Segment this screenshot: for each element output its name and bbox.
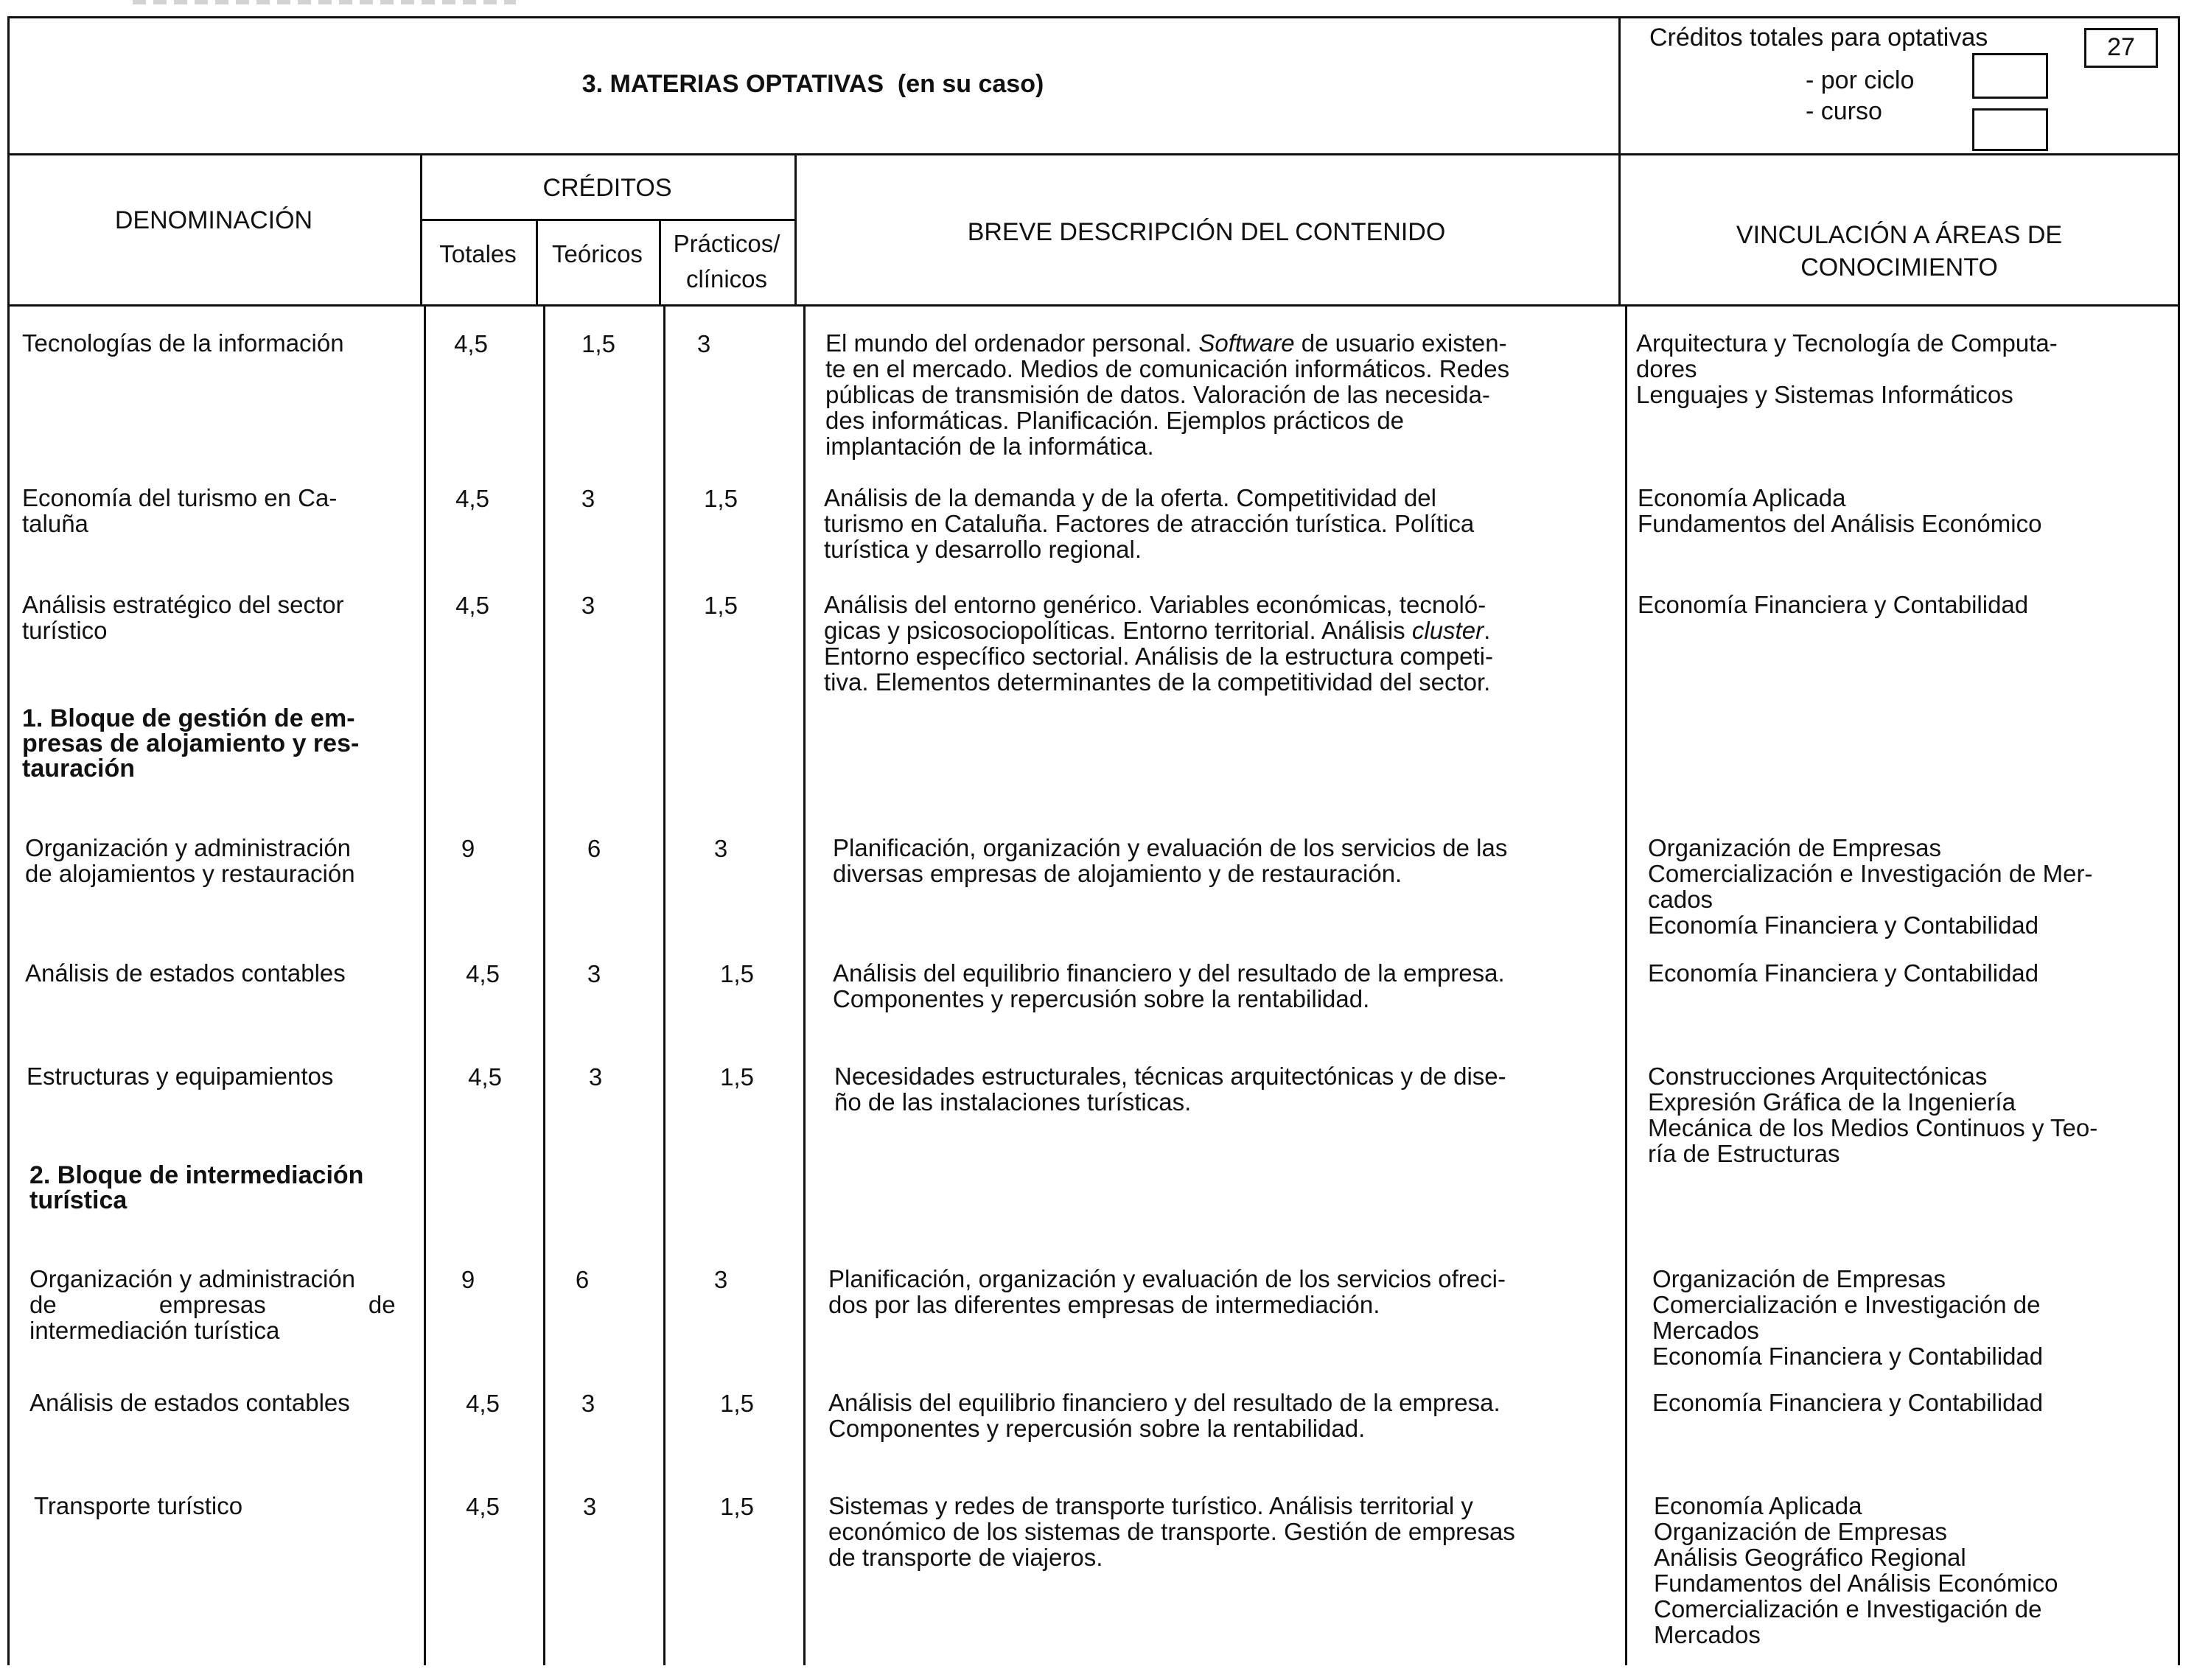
row-name: Organización y administración de alojamientos y restauración [25,834,355,887]
row-areas: Economía Aplicada Fundamentos del Análisis Económico [1638,484,2042,537]
row-areas: Economía Financiera y Contabilidad [1638,591,2029,618]
row-areas: Economía Aplicada Organización de Empresas Análisis Geográfico Regional Fundamentos del Análisis Económico Comercialización e Investigación de Mercados [1654,1492,2058,1648]
row-totals: 4,5 [454,330,488,357]
row-areas: Economía Financiera y Contabilidad [1648,959,2039,987]
row-totals: 4,5 [468,1063,502,1091]
credits-total-label: Créditos totales para optativas [1649,24,1988,52]
row-practice: 1,5 [720,960,754,987]
credits-subheader-divider [420,219,794,221]
col-header-practice-2: clínicos [685,265,768,293]
credits-course-value [1972,108,2048,151]
section-title: 3. MATERIAS OPTATIVAS (en su caso) [581,70,1044,98]
name-col-divider-body [424,304,426,1665]
credits-col-divider-body [803,304,806,1665]
desc-col-divider-body [1625,304,1627,1665]
block-heading: 1. Bloque de gestión de em- presas de alojamiento y res- tauración [22,704,360,783]
row-practice: 3 [696,330,711,357]
row-totals: 4,5 [455,485,489,512]
row-description: Análisis del equilibrio financiero y del resultado de la empresa. Componentes y repercusión sobre la rentabilidad. [833,959,1505,1012]
row-totals: 9 [461,1266,475,1293]
row-theory: 3 [582,1493,597,1520]
italic-term: Software [1198,329,1295,357]
credits-total-value: 27 [2084,28,2158,68]
row-name: Estructuras y equipamientos [27,1063,334,1090]
row-name: Análisis de estados contables [29,1389,350,1416]
row-practice: 1,5 [704,592,738,619]
row-description: El mundo del ordenador personal. Software de usuario existen- te en el mercado. Medios de comunicación informáticos. Redes públicas de transmisión de datos. Valoración de las necesida- des informáticas. Planificación. Ejemplos prácticos de implantación de la informática. [825,329,1510,460]
row-theory: 3 [581,1390,595,1417]
col-header-credits: CRÉDITOS [542,174,672,202]
row-areas: Arquitectura y Tecnología de Computa- dores Lenguajes y Sistemas Informáticos [1636,329,2058,408]
row-name-justified: de empresas de [29,1291,396,1318]
row-name: Transporte turístico [34,1492,243,1519]
row-practice: 3 [713,1266,728,1293]
col-header-description: BREVE DESCRIPCIÓN DEL CONTENIDO [967,218,1446,246]
row-description: Sistemas y redes de transporte turístico. Análisis territorial y económico de los sistemas de transporte. Gestión de empresas de transporte de viajeros. [828,1492,1515,1571]
row-description: Análisis del equilibrio financiero y del resultado de la empresa. Componentes y repercusión sobre la rentabilidad. [828,1389,1500,1442]
row-areas: Construcciones Arquitectónicas Expresión Gráfica de la Ingeniería Mecánica de los Medios Continuos y Teo- ría de Estructuras [1648,1063,2098,1167]
row-description: Planificación, organización y evaluación de los servicios de las diversas empresas de alojamiento y de restauración. [833,834,1508,887]
credits-course-label: - curso [1806,97,1882,125]
row-areas: Economía Financiera y Contabilidad [1652,1389,2044,1416]
row-name: Organización y administración de empresas de intermediación turística [29,1265,396,1344]
row-theory: 6 [575,1266,590,1293]
title-right-divider [1618,16,1621,153]
practice-col-divider-body [663,304,665,1665]
row-totals: 4,5 [466,1390,500,1417]
row-theory: 6 [587,835,601,862]
row-theory: 3 [588,1063,603,1091]
col-header-totals: Totales [439,240,517,267]
block-heading: 2. Bloque de intermediación turística [29,1161,364,1214]
row-theory: 3 [587,960,601,987]
row-practice: 1,5 [720,1493,754,1520]
credits-cycle-label: - por ciclo [1806,66,1915,94]
row-name: Tecnologías de la información [22,329,344,357]
row-description: Análisis del entorno genérico. Variables económicas, tecnoló- gicas y psicosociopolíticas. Entorno territorial. Análisis cluster. Entorno específico sectorial. Análisis de la estructura competi- tiva. Elementos determinantes de la competitividad del sector. [824,591,1493,696]
row-totals: 9 [461,835,475,862]
row-name: Economía del turismo en Ca- taluña [22,484,338,537]
italic-term: cluster [1411,617,1484,644]
col-header-name: DENOMINACIÓN [114,206,313,234]
col-header-areas-1: VINCULACIÓN A ÁREAS DE [1736,221,2063,249]
header-top-divider [7,153,2180,155]
header-bottom-divider [7,304,2180,307]
row-totals: 4,5 [466,1493,500,1520]
row-description: Planificación, organización y evaluación de los servicios ofreci- dos por las diferentes empresas de intermediación. [828,1265,1506,1318]
row-totals: 4,5 [455,592,489,619]
col-header-practice-1: Prácticos/ [673,230,780,257]
row-practice: 3 [713,835,728,862]
row-theory: 3 [581,485,595,512]
row-description: Necesidades estructurales, técnicas arquitectónicas y de dise- ño de las instalaciones turísticas. [834,1063,1506,1116]
row-theory: 1,5 [581,330,615,357]
row-description: Análisis de la demanda y de la oferta. Competitividad del turismo en Cataluña. Factores de atracción turística. Política turística y desarrollo regional. [824,484,1475,563]
row-name: Análisis de estados contables [25,959,346,987]
row-practice: 1,5 [720,1390,754,1417]
row-name: Análisis estratégico del sector turístico [22,591,344,644]
row-practice: 1,5 [720,1063,754,1091]
row-areas: Organización de Empresas Comercialización e Investigación de Mercados Economía Financiera y Contabilidad [1652,1265,2044,1370]
row-practice: 1,5 [704,485,738,512]
col-header-areas-2: CONOCIMIENTO [1800,253,1998,281]
row-totals: 4,5 [466,960,500,987]
scan-artifact [133,0,516,4]
credits-cycle-value [1972,53,2048,99]
row-theory: 3 [581,592,595,619]
col-header-theory: Teóricos [552,240,643,267]
row-areas: Organización de Empresas Comercialización e Investigación de Mer- cados Economía Financiera y Contabilidad [1648,834,2093,939]
theory-col-divider-body [543,304,545,1665]
